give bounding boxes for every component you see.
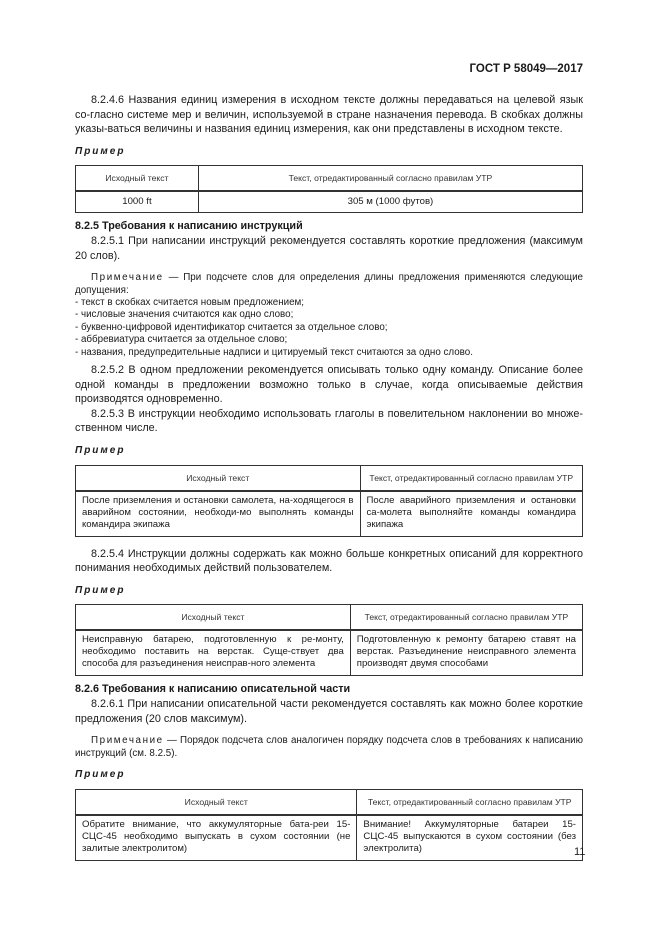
column-header-source: Исходный текст <box>76 465 361 491</box>
example-label: Пример <box>75 145 126 157</box>
table-cell-source: 1000 ft <box>76 191 199 213</box>
example-table-3 <box>75 604 583 676</box>
heading-8-2-6: 8.2.6 Требования к написанию описательной части <box>75 683 351 696</box>
table-cell-edited: Подготовленную к ремонту батарею ставят на верстак. Разъединение неисправного элемента производят двумя способами <box>350 630 582 676</box>
paragraph-8-2-5-3: 8.2.5.3 В инструкции необходимо использовать глаголы в повелительном наклонении во множе-ственном числе. <box>75 407 583 435</box>
note-text: — Порядок подсчета слов аналогичен порядку подсчета слов в требованиях к написанию инструкций (см. 8.2.5). <box>75 735 583 759</box>
document-id: ГОСТ Р 58049—2017 <box>469 63 583 75</box>
column-header-source: Исходный текст <box>76 166 199 192</box>
table-cell-edited: Внимание! Аккумуляторные батареи 15-СЦС-45 выпускаются в сухом состоянии (без электролита) <box>357 815 583 861</box>
example-table-1 <box>75 165 583 213</box>
note-text: — При подсчете слов для определения длины предложения применяются следующие допущения: <box>75 272 583 296</box>
list-item: - числовые значения считаются как одно слово; <box>75 309 294 321</box>
list-item: - названия, предупредительные надписи и цитируемый текст считаются за одно слово. <box>75 346 473 358</box>
list-item: - текст в скобках считается новым предложением; <box>75 296 305 308</box>
table-cell-source: Неисправную батарею, подготовленную к ре-монту, необходимо поставить на верстак. Суще-ствует два способа для разъединения неисправ-ного элемента <box>76 630 351 676</box>
page-content <box>75 93 586 867</box>
column-header-edited: Текст, отредактированный согласно правилам УТР <box>198 166 582 192</box>
paragraph-8-2-4-6: 8.2.4.6 Названия единиц измерения в исходном тексте должны передаваться на целевой язык со-гласно системе мер и величин, используемой в стране назначения перевода. В скобках должны указы-ваться величины и названия единиц измерения, как они представлены в исходном тексте. <box>75 94 583 136</box>
column-header-source: Исходный текст <box>76 789 357 815</box>
column-header-edited: Текст, отредактированный согласно правилам УТР <box>357 789 583 815</box>
example-label: Пример <box>75 768 126 780</box>
note-2 <box>75 735 583 760</box>
list-item: - аббревиатура считается за отдельное слово; <box>75 334 288 346</box>
column-header-edited: Текст, отредактированный согласно правилам УТР <box>360 465 583 491</box>
heading-8-2-5: 8.2.5 Требования к написанию инструкций <box>75 220 303 233</box>
note-label: Примечание <box>91 272 164 284</box>
example-label: Пример <box>75 444 126 456</box>
table-cell-source: Обратите внимание, что аккумуляторные бата-реи 15-СЦС-45 необходимо выпускать в сухом состоянии (не залитые электролитом) <box>76 815 357 861</box>
example-label: Пример <box>75 584 126 596</box>
table-cell-source: После приземления и остановки самолета, на-ходящегося в аварийном состоянии, необходи-мо выполнять команды командира экипажа <box>76 491 361 537</box>
note-1 <box>75 272 583 359</box>
page-number: 11 <box>574 846 586 858</box>
note-label: Примечание <box>91 735 164 747</box>
column-header-source: Исходный текст <box>76 605 351 631</box>
paragraph-8-2-6-1: 8.2.6.1 При написании описательной части рекомендуется составлять как можно более короткие предложения (20 слов максимум). <box>75 697 583 725</box>
paragraph-8-2-5-4: 8.2.5.4 Инструкции должны содержать как можно больше конкретных описаний для корректного понимания необходимых действий пользователем. <box>75 547 583 575</box>
column-header-edited: Текст, отредактированный согласно правилам УТР <box>350 605 582 631</box>
paragraph-8-2-5-1: 8.2.5.1 При написании инструкций рекомендуется составлять короткие предложения (максимум 20 слов). <box>75 234 583 262</box>
example-table-2 <box>75 465 583 537</box>
list-item: - буквенно-цифровой идентификатор считается за отдельное слово; <box>75 321 388 333</box>
table-cell-edited: 305 м (1000 футов) <box>198 191 582 213</box>
paragraph-8-2-5-2: 8.2.5.2 В одном предложении рекомендуется описывать только одну команду. Описание более одной команды в предложении возможно только в случае, когда описываемые действия производятся одновременно. <box>75 364 583 406</box>
table-cell-edited: После аварийного приземления и остановки са-молета выполняйте команды командира экипажа <box>360 491 583 537</box>
note-list <box>75 297 583 359</box>
example-table-4 <box>75 789 586 861</box>
